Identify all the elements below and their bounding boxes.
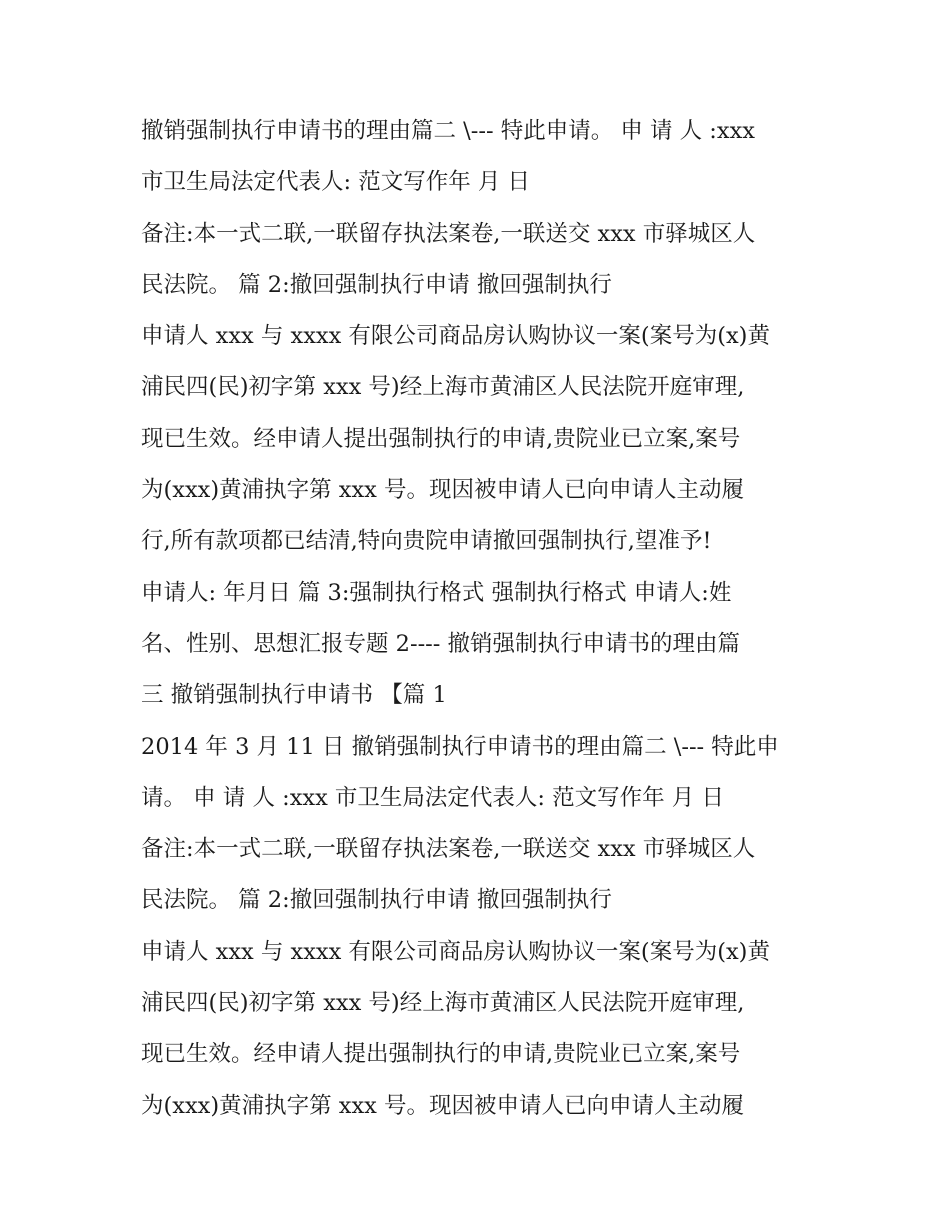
text-line: 浦民四(民)初字第 xxx 号)经上海市黄浦区人民法院开庭审理,: [141, 374, 745, 401]
text-line: 浦民四(民)初字第 xxx 号)经上海市黄浦区人民法院开庭审理,: [141, 990, 745, 1017]
text-line: 备注:本一式二联,一联留存执法案卷,一联送交 xxx 市驿城区人: [141, 836, 756, 863]
text-line: 撤销强制执行申请书的理由篇二 \--- 特此申请。 申 请 人 :xxx: [141, 118, 755, 144]
text-line: 名、性别、思想汇报专题 2---- 撤销强制执行申请书的理由篇: [141, 630, 741, 657]
text-line: 申请人 xxx 与 xxxx 有限公司商品房认购协议一案(案号为(x)黄: [141, 323, 770, 350]
text-line: 备注:本一式二联,一联留存执法案卷,一联送交 xxx 市驿城区人: [141, 220, 756, 247]
text-line: 申请人: 年月日 篇 3:强制执行格式 强制执行格式 申请人:姓: [141, 579, 732, 606]
document-body: [141, 106, 821, 1132]
text-line: 三 撤销强制执行申请书 【篇 1: [141, 682, 447, 709]
text-line: 2014 年 3 月 11 日 撤销强制执行申请书的理由篇二 \--- 特此申: [141, 733, 779, 760]
text-line: 为(xxx)黄浦执字第 xxx 号。现因被申请人已向申请人主动履: [141, 1092, 744, 1119]
text-line: 请。 申 请 人 :xxx 市卫生局法定代表人: 范文写作年 月 日: [141, 784, 724, 811]
text-line: 申请人 xxx 与 xxxx 有限公司商品房认购协议一案(案号为(x)黄: [141, 938, 770, 965]
text-line: 现已生效。经申请人提出强制执行的申请,贵院业已立案,案号: [141, 1041, 741, 1068]
text-line: 民法院。 篇 2:撤回强制执行申请 撤回强制执行: [141, 887, 612, 914]
text-line: 市卫生局法定代表人: 范文写作年 月 日: [141, 169, 531, 196]
text-line: 行,所有款项都已结清,特向贵院申请撤回强制执行,望准予!: [141, 528, 712, 555]
text-line: 现已生效。经申请人提出强制执行的申请,贵院业已立案,案号: [141, 425, 741, 452]
text-line: 民法院。 篇 2:撤回强制执行申请 撤回强制执行: [141, 271, 612, 298]
text-line: 为(xxx)黄浦执字第 xxx 号。现因被申请人已向申请人主动履: [141, 477, 744, 504]
